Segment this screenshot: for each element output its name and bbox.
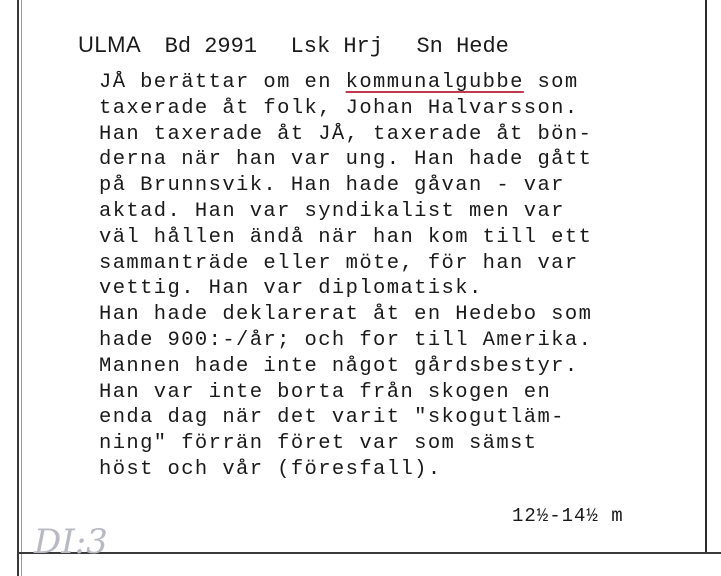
record-line-4: derna när han var ung. Han hade gått xyxy=(99,148,593,172)
archive-code: ULMA xyxy=(78,32,142,57)
record-line-16: höst och vår (föresfall). xyxy=(99,457,442,481)
record-line-9: vettig. Han var diplomatisk. xyxy=(99,277,483,301)
card-header xyxy=(78,32,537,62)
record-line-1-end: som xyxy=(523,71,579,94)
record-line-2: taxerade åt folk, Johan Halvarsson. xyxy=(99,96,579,120)
record-line-13: Han var inte borta från skogen en xyxy=(99,380,552,404)
record-line-7: väl hållen ändå när han kom till ett xyxy=(99,225,593,249)
card-right-border xyxy=(705,0,707,554)
record-text xyxy=(99,70,592,483)
record-line-1-start: JÅ berättar om en xyxy=(99,71,346,94)
volume-number: Bd 2991 xyxy=(164,34,258,59)
recording-measurement: 12½-14½ m xyxy=(512,505,624,527)
record-line-5: på Brunnsvik. Han hade gåvan - var xyxy=(99,174,565,198)
record-keyword: kommunalgubbe xyxy=(345,71,524,94)
card-left-inner-border xyxy=(21,0,22,576)
card-left-border xyxy=(17,0,19,576)
region-code: Lsk Hrj xyxy=(290,34,383,59)
card-bottom-border xyxy=(17,552,721,554)
record-line-6: aktad. Han var syndikalist men var xyxy=(99,199,565,223)
record-line-8: sammanträde eller möte, för han var xyxy=(99,251,579,275)
record-line-10: Han hade deklarerat åt en Hedebo som xyxy=(99,303,593,327)
parish-name: Sn Hede xyxy=(416,34,509,59)
record-line-15: ning" förrän föret var som sämst xyxy=(99,432,538,456)
record-line-12: Mannen hade inte något gårdsbestyr. xyxy=(99,354,579,378)
handwritten-annotation: DI:3 xyxy=(34,522,108,562)
record-line-11: hade 900:-/år; och for till Amerika. xyxy=(99,328,593,352)
record-line-14: enda dag när det varit "skogutläm- xyxy=(99,406,565,430)
record-line-3: Han taxerade åt JÅ, taxerade åt bön- xyxy=(99,122,593,146)
